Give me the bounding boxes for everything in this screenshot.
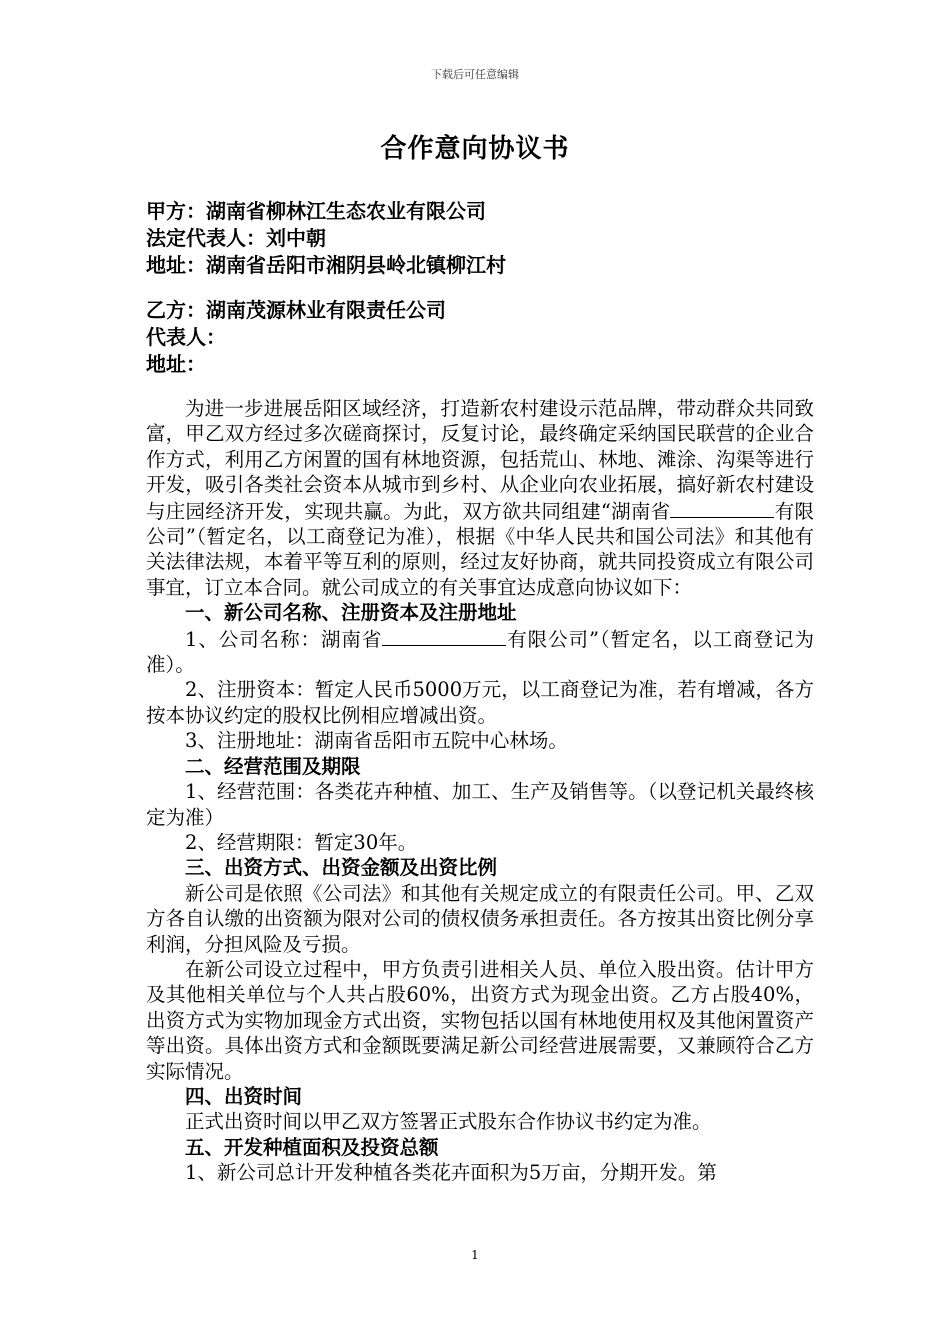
- section-4-paragraph-1: 正式出资时间以甲乙双方签署正式股东合作协议书约定为准。: [185, 1110, 712, 1134]
- section-1-item-3: 3、注册地址：湖南省岳阳市五院中心林场。: [185, 729, 568, 753]
- section-2-heading: 二、经营范围及期限: [185, 754, 361, 778]
- section-5-heading: 五、开发种植面积及投资总额: [185, 1135, 439, 1159]
- section-5-paragraph-1: 1、新公司总计开发种植各类花卉面积为5万亩，分期开发。第: [185, 1161, 717, 1185]
- company-name-blank: [670, 498, 774, 518]
- page-header: 下载后可任意编辑: [431, 68, 519, 81]
- item-1-text-b: 有限公司”（暂定名，以工商登记为准）。: [146, 627, 814, 677]
- section-4-heading: 四、出资时间: [185, 1084, 303, 1108]
- section-1-item-2: 2、注册资本：暂定人民币5000万元，以工商登记为准，若有增减，各方按本协议约定的股权比例相应增减出资。: [146, 678, 814, 727]
- section-3-paragraph-2: 在新公司设立过程中，甲方负责引进相关人员、单位入股出资。估计甲方及其他相关单位与个人共占股60%，出资方式为现金出资。乙方占股40%，出资方式为实物加现金方式出资，实物包括以国有林地使用权及其他闲置资产等出资。具体出资方式和金额既要满足新公司经营进展需要，又兼顾符合乙方实际情况。: [146, 957, 814, 1083]
- party-a-block: [146, 198, 826, 279]
- intro-paragraph: [146, 396, 814, 600]
- section-1-item-1: [146, 626, 814, 678]
- section-3-heading: 三、出资方式、出资金额及出资比例: [185, 856, 498, 880]
- document-title: 合作意向协议书: [380, 134, 570, 164]
- party-b-address: 地址：: [146, 352, 206, 376]
- page-number: 1: [471, 1248, 479, 1262]
- party-a-name: 甲方：湖南省柳林江生态农业有限公司: [146, 199, 486, 223]
- document-body: [146, 396, 814, 1186]
- section-2-item-1: 1、经营范围：各类花卉种植、加工、生产及销售等。（以登记机关最终核定为准）: [146, 780, 814, 829]
- intro-text-a: 为进一步进展岳阳区域经济，打造新农村建设示范品牌，带动群众共同致富，甲乙双方经过多次磋商探讨，反复讨论，最终确定采纳国民联营的企业合作方式，利用乙方闲置的国有林地资源，包括荒山、林地、滩涂、沟渠等进行开发，吸引各类社会资本从城市到乡村、从企业向农业拓展，搞好新农村建设与庄园经济开发，实现共赢。为此，双方欲共同组建“湖南省: [146, 397, 814, 523]
- party-b-block: [146, 297, 826, 378]
- party-b-representative: 代表人：: [146, 325, 226, 349]
- section-3-paragraph-1: 新公司是依照《公司法》和其他有关规定成立的有限责任公司。甲、乙双方各自认缴的出资额为限对公司的债权债务承担责任。各方按其出资比例分享利润，分担风险及亏损。: [146, 881, 814, 956]
- party-b-name: 乙方：湖南茂源林业有限责任公司: [146, 298, 446, 322]
- item-1-text-a: 1、公司名称：湖南省: [185, 627, 383, 651]
- intro-text-b: 有限公司”（暂定名，以工商登记为准），根据《中华人民共和国公司法》和其他有关法律法规，本着平等互利的原则，经过友好协商，就共同投资成立有限公司事宜，订立本合同。就公司成立的有关事宜达成意向协议如下：: [146, 499, 814, 599]
- party-a-representative: 法定代表人：刘中朝: [146, 226, 326, 250]
- party-a-address: 地址：湖南省岳阳市湘阴县岭北镇柳江村: [146, 253, 506, 277]
- section-2-item-2: 2、经营期限：暂定30年。: [185, 830, 418, 854]
- company-name-blank-2: [382, 626, 506, 646]
- section-1-heading: 一、新公司名称、注册资本及注册地址: [185, 601, 517, 625]
